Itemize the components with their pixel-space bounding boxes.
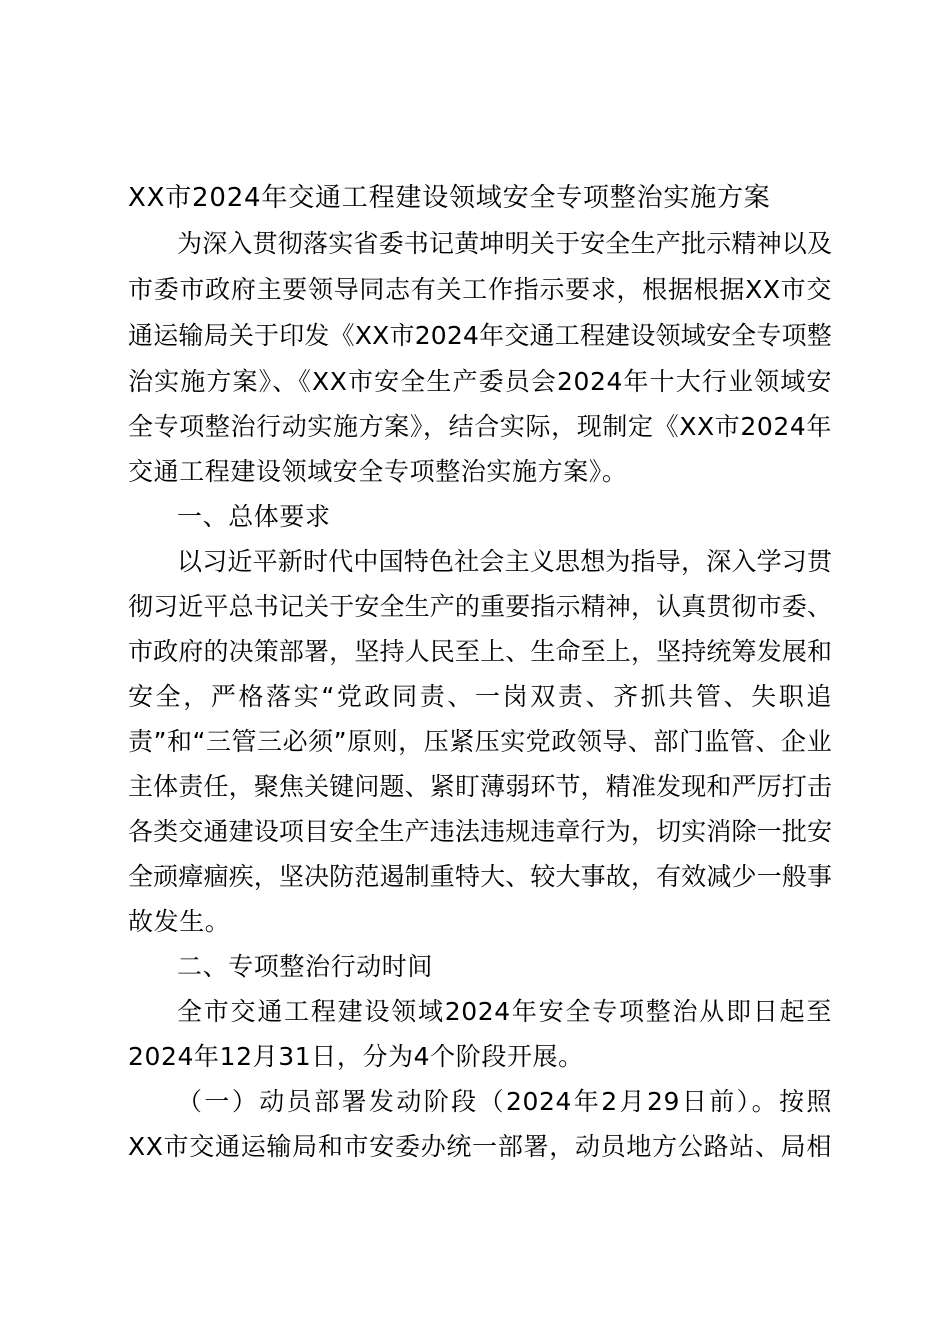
intro-line: 通运输局关于印发《XX市2024年交通工程建设领域安全专项整 [128,321,832,350]
document-title: XX市2024年交通工程建设领域安全专项整治实施方案 [128,183,771,213]
body-line: 彻习近平总书记关于安全生产的重要指示精神，认真贯彻市委、 [128,592,832,621]
body-line: 安全，严格落实“党政同责、一岗双责、齐抓共管、失职追 [128,682,832,711]
body-line: 2024年12月31日，分为4个阶段开展。 [128,1042,584,1071]
intro-line: 治实施方案》、《XX市安全生产委员会2024年十大行业领域安 [128,367,832,396]
intro-line: 市委市政府主要领导同志有关工作指示要求，根据根据XX市交 [128,275,832,304]
body-line: 责”和“三管三必须”原则，压紧压实党政领导、部门监管、企业 [128,727,832,756]
section-heading: 一、总体要求 [177,502,331,531]
intro-line: 交通工程建设领域安全专项整治实施方案》。 [128,457,628,486]
body-line: 全市交通工程建设领域2024年安全专项整治从即日起至 [177,997,832,1026]
body-line: 以习近平新时代中国特色社会主义思想为指导，深入学习贯 [177,547,833,576]
body-line: 主体责任，聚焦关键问题、紧盯薄弱环节，精准发现和严厉打击 [128,772,832,801]
body-line: 市政府的决策部署，坚持人民至上、生命至上，坚持统筹发展和 [128,637,832,666]
body-line: 故发生。 [128,907,231,936]
body-line: （一）动员部署发动阶段（2024年2月29日前）。按照 [177,1087,832,1116]
intro-line: 为深入贯彻落实省委书记黄坤明关于安全生产批示精神以及 [177,229,833,258]
intro-line: 全专项整治行动实施方案》，结合实际，现制定《XX市2024年 [128,412,832,441]
body-line: XX市交通运输局和市安委办统一部署，动员地方公路站、局相 [128,1132,832,1161]
body-line: 各类交通建设项目安全生产违法违规违章行为，切实消除一批安 [128,817,832,846]
section-heading: 二、专项整治行动时间 [177,952,434,981]
body-line: 全顽瘴痼疾，坚决防范遏制重特大、较大事故，有效减少一般事 [128,862,832,891]
